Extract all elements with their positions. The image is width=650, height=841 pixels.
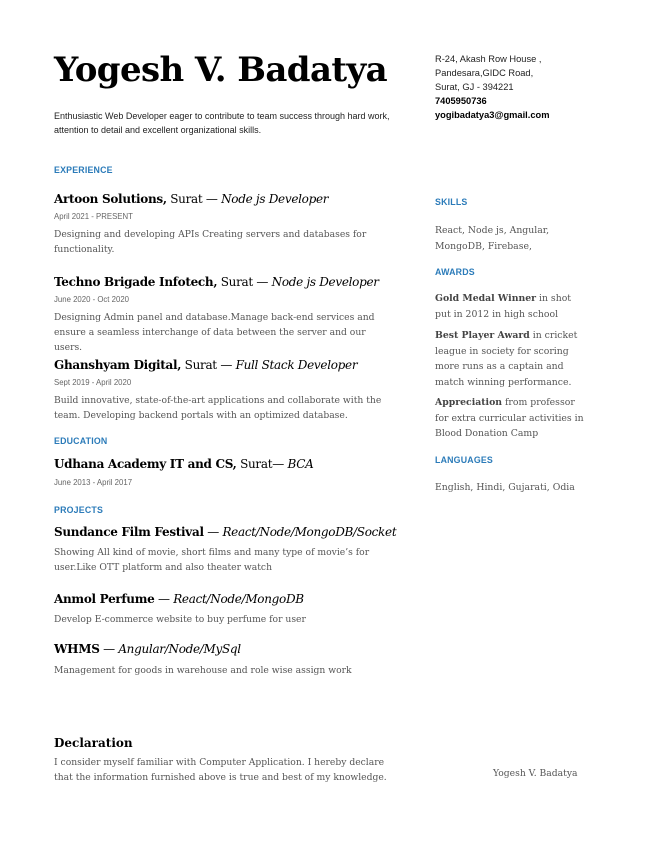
address-line-3: Surat, GJ - 394221 xyxy=(435,82,514,92)
job-description: Designing Admin panel and database.Manage back-end services and ensure a seamless interchange of data between the server and our users. xyxy=(54,312,375,353)
projects-heading: PROJECTS xyxy=(54,505,104,515)
declaration-title: Declaration xyxy=(54,736,133,750)
job-description: Build innovative, state-of-the-art applications and collaborate with the team. Developing backend portals with an optimized database. xyxy=(54,395,382,421)
job-title xyxy=(54,192,328,206)
award-item xyxy=(435,291,585,322)
awards-heading: AWARDS xyxy=(435,267,475,277)
project-separator: — xyxy=(154,592,174,606)
contact-block xyxy=(435,52,549,122)
project-title xyxy=(54,592,304,606)
project-separator: — xyxy=(99,642,119,656)
skills-list: React, Node js, Angular, MongoDB, Firebase, xyxy=(435,225,550,252)
project-title xyxy=(54,642,241,656)
education-title xyxy=(54,457,313,471)
job-dates: April 2021 - PRESENT xyxy=(54,212,133,221)
location: Surat — xyxy=(166,192,222,206)
address-line-1: R-24, Akash Row House , xyxy=(435,54,542,64)
role: Node js Developer xyxy=(221,192,329,206)
award-item xyxy=(435,328,585,390)
location: Surat — xyxy=(181,358,236,372)
institution: Udhana Academy IT and CS, xyxy=(54,457,237,471)
award-title: Gold Medal Winner xyxy=(435,293,537,304)
award-text: in shot put in 2012 in high school xyxy=(435,293,572,320)
declaration-text: I consider myself familiar with Computer Application. I hereby declare that the information furnished above is true and best of my knowledge. xyxy=(54,757,387,783)
project-description: Showing All kind of movie, short films and many type of movie’s for user.Like OTT platform and also theater watch xyxy=(54,547,370,573)
award-text: from professor for extra curricular activities in Blood Donation Camp xyxy=(435,397,584,439)
job-title xyxy=(54,275,379,289)
award-title: Best Player Award xyxy=(435,330,530,341)
experience-heading: EXPERIENCE xyxy=(54,165,113,175)
languages-heading: LANGUAGES xyxy=(435,455,494,465)
award-item xyxy=(435,395,585,442)
resume-name: Yogesh V. Badatya xyxy=(54,50,388,90)
address-line-2: Pandesara,GIDC Road, xyxy=(435,68,534,78)
phone: 7405950736 xyxy=(435,96,487,106)
company: Ghanshyam Digital, xyxy=(54,358,182,372)
degree: BCA xyxy=(287,457,314,471)
project-name: Anmol Perfume xyxy=(54,592,155,606)
project-stack: React/Node/MongoDB/Socket xyxy=(222,525,397,539)
project-separator: — xyxy=(203,525,223,539)
project-stack: React/Node/MongoDB xyxy=(173,592,304,606)
skills-heading: SKILLS xyxy=(435,197,468,207)
company: Artoon Solutions, xyxy=(54,192,167,206)
languages-list: English, Hindi, Gujarati, Odia xyxy=(435,482,575,493)
award-title: Appreciation xyxy=(435,397,503,408)
email[interactable]: yogibadatya3@gmail.com xyxy=(435,110,550,120)
job-title xyxy=(54,358,357,372)
award-text: in cricket league in society for scoring more runs as a captain and match winning performance. xyxy=(435,330,578,388)
project-name: Sundance Film Festival xyxy=(54,525,204,539)
role: Full Stack Developer xyxy=(235,358,358,372)
project-name: WHMS xyxy=(54,642,100,656)
job-dates: Sept 2019 - April 2020 xyxy=(54,378,132,387)
project-description: Develop E-commerce website to buy perfume for user xyxy=(54,614,306,625)
summary: Enthusiastic Web Developer eager to contribute to team success through hard work, attention to detail and excellent organizational skills. xyxy=(54,111,390,135)
project-description: Management for goods in warehouse and role wise assign work xyxy=(54,665,352,676)
signature: Yogesh V. Badatya xyxy=(493,768,578,779)
education-heading: EDUCATION xyxy=(54,436,108,446)
education-dates: June 2013 - April 2017 xyxy=(54,478,133,487)
job-description: Designing and developing APIs Creating servers and databases for functionality. xyxy=(54,229,367,255)
role: Node js Developer xyxy=(271,275,379,289)
location: Surat — xyxy=(217,275,272,289)
job-dates: June 2020 - Oct 2020 xyxy=(54,295,129,304)
project-title xyxy=(54,525,396,539)
location: Surat— xyxy=(236,457,288,471)
project-stack: Angular/Node/MySql xyxy=(118,642,241,656)
company: Techno Brigade Infotech, xyxy=(54,275,218,289)
